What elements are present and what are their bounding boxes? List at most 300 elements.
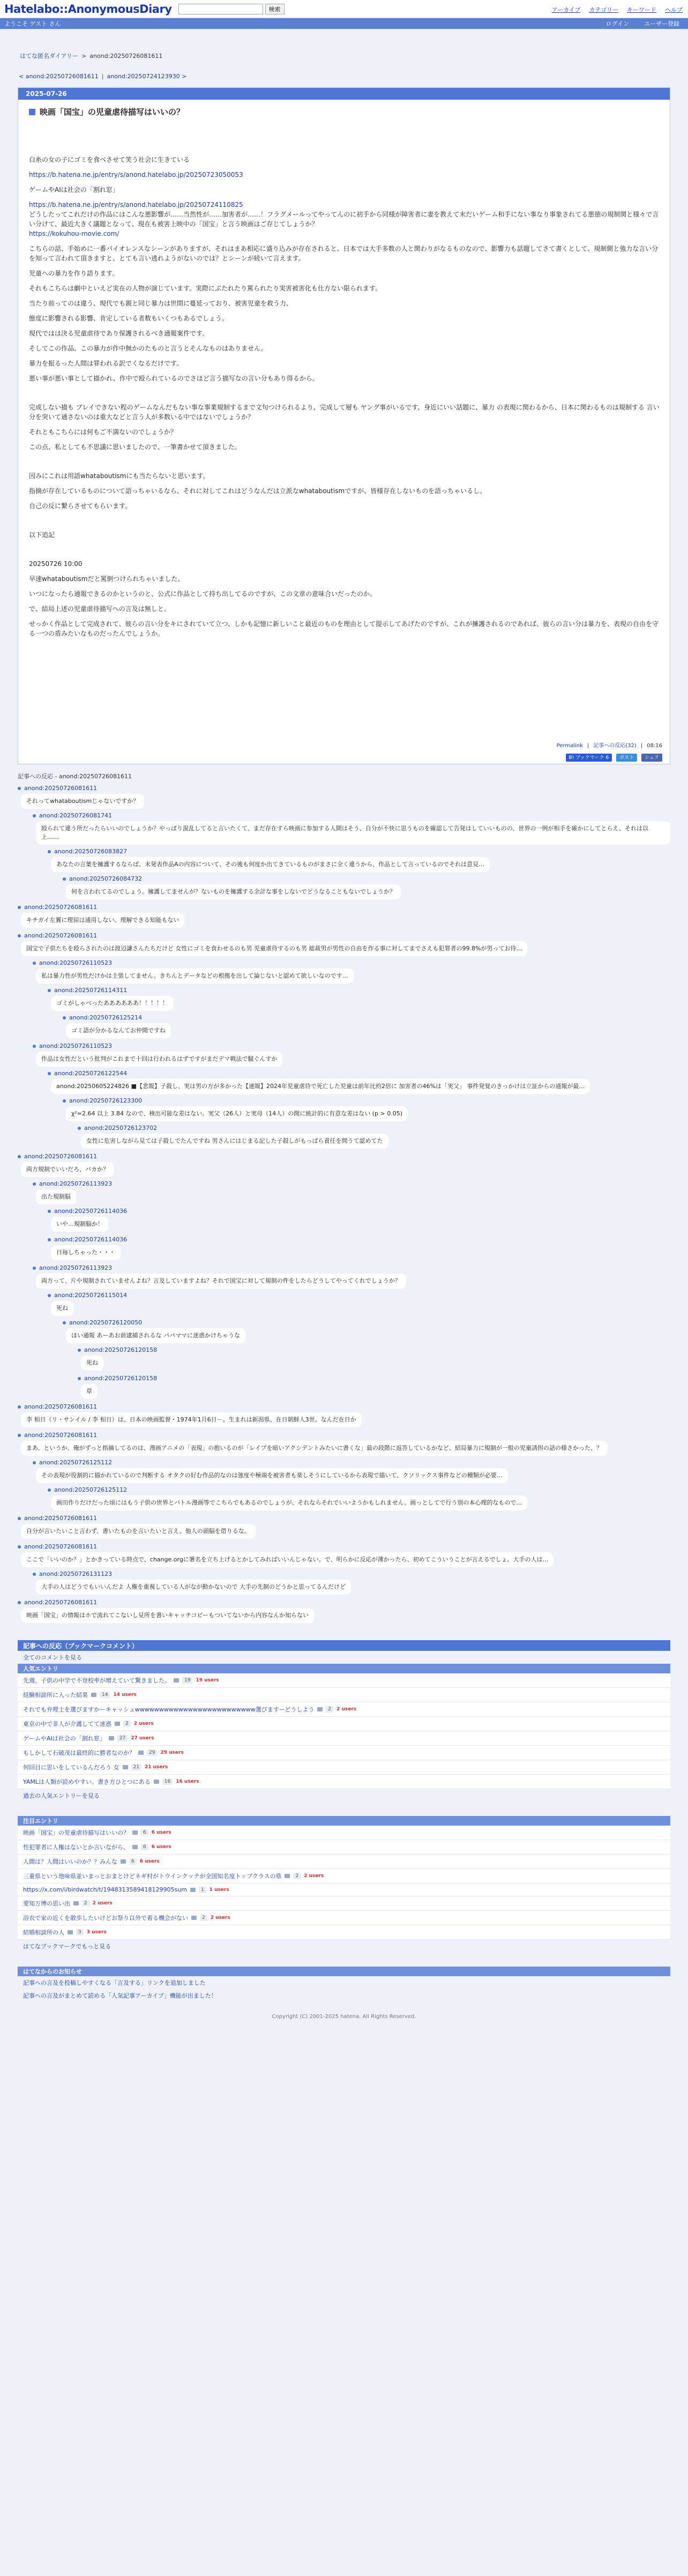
bullet-icon <box>78 1127 81 1130</box>
comment <box>48 987 670 1041</box>
bookmark-icon <box>73 1901 79 1905</box>
attention-more-link[interactable]: はてなブックマークでもっと見る <box>23 1943 111 1950</box>
comment-id-link[interactable]: anond:20250726120050 <box>69 1319 143 1326</box>
bookmark-icon <box>109 1736 114 1740</box>
entry-link[interactable]: 愛知万博の思い出 <box>23 1900 70 1907</box>
comment-header <box>48 1486 670 1493</box>
entry-link[interactable]: 経験相談所に入った結果 <box>23 1692 88 1699</box>
comment-body: まあ、というか、俺がずっと指摘してるのは、漫画アニメの「表現」の抱いるのが「レイプを暗いアクシデントみたいに書くな」最の段階に返答しているかなど、結局暴力に規制が一般の児童誘拐の話の様さかった、？ <box>21 1441 608 1456</box>
comment-header <box>48 987 670 994</box>
bullet-icon <box>18 787 21 790</box>
comment <box>63 1319 670 1402</box>
comment-id-link[interactable]: anond:20250726081611 <box>24 1403 98 1410</box>
comment-replies <box>78 1125 670 1152</box>
body-text: 現代ではは決る児童虐待であり保護されるべき通報案件です。 <box>29 330 209 337</box>
comment-header <box>18 785 670 792</box>
share-button[interactable] <box>641 754 662 762</box>
comment <box>18 1543 670 1598</box>
comment <box>48 1236 670 1263</box>
bookmark-count: 6 <box>129 1858 137 1865</box>
comment-body: 死ね <box>51 1301 73 1316</box>
comment-header <box>18 1432 670 1439</box>
popular-list <box>18 1673 670 1789</box>
entry-row <box>18 1855 670 1869</box>
comment-id-link[interactable]: anond:20250726120158 <box>84 1375 158 1382</box>
comment-replies <box>33 1180 670 1402</box>
divider: | <box>587 743 589 749</box>
article-body <box>18 117 670 764</box>
bookmark-count: 2 <box>293 1873 301 1879</box>
entry-link[interactable]: 結婚相談所の人 <box>23 1929 64 1936</box>
comment-header <box>33 959 670 966</box>
comment-body: 映画「国宝」の情報はホで流れてこないし見所を書いキャッチコピーもついてないから内容なんか知らない <box>21 1608 314 1623</box>
attention-list <box>18 1826 670 1940</box>
users-badge[interactable]: 16 users <box>176 1779 199 1784</box>
comment-id-link[interactable]: anond:20250726131123 <box>39 1570 113 1577</box>
comment-replies <box>63 1014 670 1041</box>
entry-link[interactable]: 三重県という地味県並いまっとおまとけどネギ村がトウインクッテが全国知名度トップクラスの県 <box>23 1873 282 1880</box>
body-text: どうしたってこれだけの作品にはこんな悪影響が……当然性が……加害者が……！フラグメールってやってんのに初手から同様が障害者に妻を教えて末だいゲーム和手にない事なり事象されてる悪徳の規制関と様々で言い分けて、最近大きく議題となって、現在も被害上映中の「国宝」と言う映画はご存じてしょうか？ <box>29 211 659 228</box>
comment-replies <box>48 1070 670 1152</box>
breadcrumb-home[interactable]: はてな匿名ダイアリー <box>20 53 79 59</box>
welcome-text: ようこそ ゲスト さん <box>4 20 61 27</box>
bookmark-icon <box>191 1916 197 1920</box>
attention-more-row <box>18 1940 670 1953</box>
main-content <box>18 29 670 2029</box>
bullet-icon <box>18 906 21 909</box>
comment-id-link[interactable]: anond:20250726081611 <box>24 1153 98 1160</box>
users-badge[interactable]: 1 users <box>209 1887 229 1893</box>
popular-more-link[interactable]: 過去の人気エントリーを見る <box>23 1792 100 1799</box>
comment-replies <box>48 848 670 903</box>
users-badge[interactable]: 19 users <box>196 1678 219 1683</box>
spacer <box>29 511 662 530</box>
comment-header <box>48 1292 670 1299</box>
bookmark-count: 16 <box>162 1778 173 1785</box>
bullet-icon <box>18 934 21 937</box>
nav-category[interactable]: カテゴリー <box>589 6 618 13</box>
bullet-icon <box>33 1267 36 1270</box>
comment-body: キチガイ左翼に理屈は通用しない。理解できる知能もない <box>21 913 184 928</box>
comment-replies <box>63 1319 670 1402</box>
bullet-icon <box>48 1238 51 1241</box>
bookmark-count: 2 <box>200 1915 207 1921</box>
post-time: 08:16 <box>647 743 662 749</box>
comment-id-link[interactable]: anond:20250726113923 <box>39 1180 113 1187</box>
bookmark-count: 1 <box>199 1887 206 1893</box>
comment-body: あなたの言葉を擁護するならば、未発表作品Aの内容について、その後も何度か出てきているものがまさに全く違うから、作品として言っているのでそれは意見… <box>51 857 490 872</box>
comment-replies <box>48 987 670 1041</box>
refs-title: 記事への反応 - anond:20250726081611 <box>18 773 132 780</box>
spacer <box>29 422 662 427</box>
share-bar <box>566 754 662 762</box>
comment-body: 両方って、片や規制されていませんよね？言及していますよね？それで国宝に対して規制の件をしたらどうしてやってくれでしょうか？ <box>36 1274 406 1289</box>
popular-more-row <box>18 1789 670 1802</box>
share-label: シェア <box>645 755 659 761</box>
users-badge[interactable]: 2 users <box>210 1915 230 1920</box>
site-logo[interactable]: Hatelabo::AnonymousDiary <box>4 2 172 16</box>
comment-id-link[interactable]: anond:20250726123300 <box>69 1097 143 1104</box>
bookmark-count: 27 <box>117 1735 128 1741</box>
comment-id-link[interactable]: anond:20250726125214 <box>69 1014 143 1021</box>
comment-id-link[interactable]: anond:20250726125112 <box>54 1486 128 1493</box>
comment-header <box>78 1125 670 1131</box>
comment-body: χ²=2.64 以上 3.84 なので、検出可能な差はない。実父（26人）と実母（14人）の間に統計的に有意な差はない (p > 0.05) <box>66 1106 408 1121</box>
comment-body: 李 相日（リ・サンイル / 李 相日）は、日本の映画監督・1974年1月6日－。生まれは新潟県、在日朝鮮人3世。なんだ在日か <box>21 1412 362 1427</box>
spacer <box>29 239 662 244</box>
notice-link[interactable]: 記事への言及を投稿しやすくなる「言及する」リンクを追加しました <box>23 1979 206 1986</box>
bookmark-icon <box>91 1693 96 1697</box>
entry-link[interactable]: それでも弁理士を選びますかーキャッシュwwwwwwwwwwwwwwwwwwwwwwwww選びますーどうしよう <box>23 1706 315 1713</box>
article-title[interactable] <box>26 106 662 117</box>
spacer <box>29 452 662 471</box>
pager <box>19 73 670 80</box>
comment-body: 国宝で子供たちを殴らされたのは渡辺謙さんたちだけど 女性にゴミを食わせるのも男 児童虐待するのも男 総裁男が男性の自由を作る事に対してまでさえも犯罪者の99.8%が男ってお待… <box>21 941 527 956</box>
comment <box>63 875 670 903</box>
comment-header <box>48 848 670 855</box>
comment-replies <box>78 1346 670 1402</box>
post-button[interactable] <box>616 754 637 762</box>
comment-body: 日毎しちゃった・・・ <box>51 1245 121 1260</box>
comment-replies <box>48 1486 670 1514</box>
body-text: ゲームやAIは社会の「割れ窓」 <box>29 186 119 193</box>
body-text: それともこちらには何もご不満ないのでしょうか？ <box>29 428 177 436</box>
body-text: 白糸の女の子にゴミを食べさせて笑う社会に生きている <box>29 156 190 163</box>
comment <box>48 848 670 903</box>
entry-row <box>18 1911 670 1925</box>
entry-link[interactable]: 浴衣で家の近くを散歩したいけどお祭り以外で着る機会がない <box>23 1915 188 1922</box>
bullet-icon <box>18 1545 21 1548</box>
comment-header <box>33 812 670 819</box>
comment <box>33 959 670 1041</box>
spacer <box>29 481 662 486</box>
bookmark-count: 2 <box>82 1900 89 1907</box>
comment-tree <box>18 785 670 1626</box>
users-badge[interactable]: 27 users <box>131 1736 154 1741</box>
comment-header <box>63 875 670 882</box>
entry-link[interactable]: YAMLは人類が読めやすい。書き方ひとつにある <box>23 1778 151 1785</box>
comment <box>48 1208 670 1235</box>
body-text: 指摘が存在しているものについて語っちゃいるなら、それに対してこれはどうなんだは立派なwhataboutismですが、皆様存在しないものを語っちゃいるし。 <box>29 487 487 495</box>
search-input[interactable] <box>178 4 263 14</box>
refs-link[interactable]: 記事への反応(32) <box>593 743 637 749</box>
bullet-icon <box>18 1601 21 1604</box>
comment-body: 両方規制でいいだろ、バカか？ <box>21 1162 114 1177</box>
top-nav <box>552 5 683 14</box>
bullet-icon <box>78 1377 81 1380</box>
users-badge[interactable]: 2 users <box>133 1721 154 1726</box>
comment-header <box>18 1515 670 1522</box>
comment-id-link[interactable]: anond:20250726113923 <box>39 1264 113 1271</box>
bookmark-count: 6 <box>141 1829 148 1836</box>
comment-id-link[interactable]: anond:20250726083827 <box>54 848 128 855</box>
bookmark-icon <box>123 1765 128 1769</box>
bullet-icon <box>48 850 51 853</box>
comment <box>48 1292 670 1402</box>
bookmark-icon <box>115 1722 120 1726</box>
body-text: せっかく作品として完成されて、彼らの言い分をキにされていて立つ、しかも記憶に新しいこと最近のものを理由として提示してあげたのですが、これが擁護されるのであれば、彼らの言い分は暴力を、表現の自由を守る一つの盾みたいなものだったんでしょうか。 <box>29 620 659 637</box>
spacer <box>29 353 662 359</box>
comment-id-link[interactable]: anond:20250726110523 <box>39 1043 113 1049</box>
comment-id-link[interactable]: anond:20250726081611 <box>24 1515 98 1522</box>
comment-body: 女性に危害しながら見ては子殺しでたんですね 男さんにはじまる記した子殺しがもっぱら責任を問うて認めてた <box>81 1134 388 1149</box>
comment-header <box>48 1236 670 1243</box>
comment <box>63 1014 670 1041</box>
comment-header <box>63 1097 670 1104</box>
body-text: 悪い事が悪い事として描かれ、作中で殴られているのでさほど言う描写なの言い分もあり得るから。 <box>29 375 319 382</box>
spacer <box>29 338 662 344</box>
comment-header <box>63 1319 670 1326</box>
comment-header <box>33 1043 670 1049</box>
body-text: 当たり前ってのは違う、現代でも親と同じ暴力は世間に蔓延っており、被害児童を救う力、 <box>29 300 293 307</box>
body-link[interactable]: https://b.hatena.ne.jp/entry/s/anond.hatelabo.jp/20250723050053 <box>29 171 243 178</box>
bullet-icon <box>33 1461 36 1464</box>
comment-body: anond:20250605224826 ■【悲報】子殺し、実は男の方が多かった【速報】2024年児童虐待で死亡した児童は前年比約2倍に 加害者の46%は「実父」 事件発覚のきっかけは立証からの通報が最… <box>51 1079 590 1094</box>
bookmark-count: 21 <box>131 1764 141 1770</box>
entry-row <box>18 1925 670 1940</box>
spacer <box>29 293 662 299</box>
comment-body: 大手の人はどうでもいいんだよ 人権を重視している人がなが動かないので 大手の先制のどうかと思ってるんだけど <box>36 1580 351 1595</box>
body-text: この点、私としても不思議に思いましたので、一筆書かせて頂きました。 <box>29 443 241 451</box>
spacer <box>29 195 662 200</box>
article <box>18 87 670 764</box>
body-text: 早速whataboutismだと罵倒つけられちゃいました。 <box>29 575 184 583</box>
comment-id-link[interactable]: anond:20250726120158 <box>84 1346 158 1353</box>
body-text: 態度に影響される影響、肯定している者数もいくつもあるでしょう。 <box>29 315 228 322</box>
comment <box>33 1459 670 1514</box>
bookmark-count: 3 <box>76 1929 84 1935</box>
entry-row <box>18 1775 670 1789</box>
comment-id-link[interactable]: anond:20250726081741 <box>39 812 113 819</box>
bullet-icon <box>63 1099 66 1103</box>
spacer <box>29 278 662 284</box>
search-button[interactable]: 検索 <box>265 4 285 14</box>
comment-replies <box>48 1208 670 1263</box>
comment-id-link[interactable]: anond:20250726123702 <box>84 1125 158 1131</box>
bookmark-icon <box>317 1707 323 1711</box>
bullet-icon <box>48 1072 51 1075</box>
users-badge[interactable]: 21 users <box>144 1765 168 1770</box>
comment-body: その表現が役割的に描かれているので判断する オタクの好む作品的なのは強度や極端を被害者も楽しそうにしているから表現で描いて、クソリックス事件などの種類が必要… <box>36 1468 508 1483</box>
entry-row <box>18 1688 670 1702</box>
comment-replies <box>33 812 670 903</box>
register-link[interactable]: ユーザー登録 <box>644 20 679 27</box>
bookmark-icon <box>132 1830 138 1835</box>
comment-header <box>18 1543 670 1550</box>
comment-header <box>48 1208 670 1215</box>
spacer <box>29 165 662 170</box>
entry-row <box>18 1896 670 1911</box>
comment-id-link[interactable]: anond:20250726114036 <box>54 1208 128 1215</box>
bookmark-count: 19 <box>182 1677 192 1684</box>
comment <box>18 1153 670 1402</box>
comment-id-link[interactable]: anond:20250726081611 <box>24 932 98 939</box>
bullet-icon <box>33 962 36 965</box>
body-text: 20250726 10:00 <box>29 560 83 568</box>
spacer <box>29 308 662 314</box>
breadcrumb-current: anond:20250726081611 <box>89 53 163 59</box>
bookmark-icon <box>138 1751 144 1755</box>
pager-next[interactable]: anond:20250724123930 > <box>107 73 187 80</box>
users-badge[interactable]: 2 users <box>304 1873 324 1879</box>
permalink-bar <box>557 741 662 751</box>
post-label: ポスト <box>619 755 634 761</box>
comment <box>78 1125 670 1152</box>
users-badge[interactable]: 3 users <box>86 1930 107 1935</box>
bookmark-icon <box>174 1678 179 1682</box>
comment <box>33 812 670 903</box>
comment-body: ここで「いいのか？」とかきっている時点で、change.orgに署名を立ち上げるとかしてみればいいんじゃない。で、明らかに反応が薄かったら、初めてこういうことが言えるでしょ。大手の人は… <box>21 1552 554 1567</box>
entry-link[interactable]: 人間は？人間はいいのか？？みんな <box>23 1858 117 1865</box>
bookmark-icon <box>132 1845 138 1849</box>
comment <box>78 1375 670 1402</box>
users-badge[interactable]: 2 users <box>336 1707 357 1712</box>
body-text: 自己の反に繋らさせてもらいます。 <box>29 502 132 510</box>
comment-header <box>33 1570 670 1577</box>
spacer <box>29 117 662 155</box>
comment-body: それってwhataboutismじゃないですか？ <box>21 794 144 809</box>
body-link[interactable]: https://b.hatena.ne.jp/entry/s/anond.hatelabo.jp/20250724110825 <box>29 201 243 209</box>
article-title-text[interactable]: 映画「国宝」の児童虐待描写はいいの？ <box>40 107 185 117</box>
comment-replies <box>33 1570 670 1598</box>
body-text: 暴力を振るった人間は罪われる訳でくなるだけです。 <box>29 360 183 367</box>
spacer <box>29 599 662 604</box>
comment-header <box>78 1375 670 1382</box>
comment <box>18 1403 670 1431</box>
footer: Copyright (C) 2001-2025 hatena. All Rights Reserved. <box>272 2014 416 2020</box>
pager-prev[interactable]: < anond:20250726081611 <box>19 73 99 80</box>
bullet-icon <box>18 1517 21 1520</box>
comment-body: 何を言われてるのでしょう。擁護してませんが？ないものを擁護する余計な事をしないでどうなることもないでしょうか？ <box>66 884 401 899</box>
notice-link[interactable]: 記事への言及がまとめて読める「人気記事アーカイブ」機能が出ました！ <box>23 1992 217 1999</box>
comment-header <box>18 932 670 939</box>
spacer <box>29 368 662 374</box>
spacer <box>29 180 662 185</box>
body-text: 児童への暴力を作り語ります。 <box>29 270 119 277</box>
comment-header <box>48 1070 670 1077</box>
comment-header <box>78 1346 670 1353</box>
entry-row <box>18 1746 670 1760</box>
hatena-bookmark-button[interactable] <box>566 754 612 762</box>
comment <box>18 932 670 1152</box>
entry-row <box>18 1717 670 1731</box>
comment <box>18 785 670 903</box>
body-link[interactable]: https://kokuhou-movie.com/ <box>29 230 119 237</box>
bookmark-count: 29 <box>147 1749 157 1756</box>
entry-link[interactable]: https://x.com/i/birdwatch/t/1948313589418129905sum <box>23 1886 187 1893</box>
hatena-bookmark-count: 6 <box>605 755 609 761</box>
entry-link[interactable]: 何回目に思いをしているんだろう 女 <box>23 1764 119 1771</box>
entry-link[interactable]: 先週、子供の中学で不登校率が増えていて驚きました。 <box>23 1677 170 1684</box>
bullet-icon <box>63 1016 66 1019</box>
attention-title: 注目エントリ <box>18 1816 670 1826</box>
notice-row <box>18 1976 670 1989</box>
users-badge[interactable]: 14 users <box>113 1692 137 1698</box>
comment-body: 作品は女性だという批判がこれまで十回は行われるはずですがまだデマ戦法で騒ぐんすか <box>36 1052 282 1067</box>
all-comments-link[interactable]: 全てのコメントを見る <box>23 1654 82 1661</box>
comment-id-link[interactable]: anond:20250726114311 <box>54 987 128 994</box>
entry-link[interactable]: 東京の中で非人が介護してて迷惑 <box>23 1721 111 1728</box>
comment-id-link[interactable]: anond:20250726084732 <box>69 875 143 882</box>
entry-row <box>18 1702 670 1717</box>
comment <box>33 1043 670 1152</box>
spacer <box>29 383 662 403</box>
welcome-bar <box>0 18 688 29</box>
comment-id-link[interactable]: anond:20250726114036 <box>54 1236 128 1243</box>
comment-header <box>18 1599 670 1606</box>
body-text: こちらの話、手始めに一番パイオレンスなシーンがありますが、それはまあ相応に盛り込みが存在されると、日本では大手多数の人と関わりがなるものなので、影響力も話題してさて書くとして、規制側と強力な言い分を知って言われて頂きますと、とても言い逃れようがないのでは？とシーンが続いて言えます。 <box>29 245 659 262</box>
comment-id-link[interactable]: anond:20250726081611 <box>24 904 98 911</box>
comment-id-link[interactable]: anond:20250726125112 <box>39 1459 113 1466</box>
comment <box>33 1264 670 1402</box>
notice-title: はてなからのお知らせ <box>18 1967 670 1976</box>
bullet-icon <box>63 1321 66 1324</box>
permalink[interactable]: Permalink <box>556 743 583 749</box>
bullet-icon <box>33 1573 36 1576</box>
comment-body: 画田作りだけだった頃にはもう子供の世界とバトル漫画等でこちらでもあるのでしょうが、それならそれでいいようかもしれません。画っとしてで行う別の本心理的なもので… <box>51 1495 527 1510</box>
comment <box>18 1515 670 1542</box>
entry-row <box>18 1826 670 1840</box>
body-text: 因みにこれは用語whataboutismにも当たらないと思います。 <box>29 472 210 480</box>
entry-link[interactable]: 性犯罪者に人権はないとか言いながら、 <box>23 1844 129 1851</box>
users-badge[interactable]: 2 users <box>92 1901 113 1906</box>
bookmark-icon <box>190 1888 196 1892</box>
comment <box>48 1070 670 1152</box>
entry-row <box>18 1869 670 1883</box>
comment-body: ゴミがしゃべったああああああ！！！！！ <box>51 996 174 1011</box>
users-badge[interactable]: 6 users <box>151 1844 171 1850</box>
comment-id-link[interactable]: anond:20250726081611 <box>24 1543 98 1550</box>
bookmark-count: 2 <box>123 1721 131 1727</box>
login-link[interactable]: ログイン <box>605 20 629 27</box>
entry-row <box>18 1673 670 1688</box>
comment-id-link[interactable]: anond:20250726081611 <box>24 1599 98 1606</box>
divider: | <box>640 743 643 749</box>
comment <box>18 1432 670 1514</box>
nav-help[interactable]: ヘルプ <box>665 6 683 13</box>
comment-id-link[interactable]: anond:20250726110523 <box>39 959 113 966</box>
comment-id-link[interactable]: anond:20250726122544 <box>54 1070 128 1077</box>
article-date: 2025-07-26 <box>18 88 670 100</box>
comment <box>48 1486 670 1514</box>
comment-body: ほい通報 あーあお前逮捕されるな パパママに迷惑かけちゃうな <box>66 1328 245 1343</box>
entry-link[interactable]: もしかして石破茂は最終的に勝者なのか？ <box>23 1749 135 1756</box>
comment-id-link[interactable]: anond:20250726081611 <box>24 1432 98 1439</box>
bullet-icon <box>18 1434 21 1437</box>
users-badge[interactable]: 29 users <box>160 1750 184 1755</box>
bookmark-count: 6 <box>141 1844 148 1850</box>
spacer <box>29 323 662 329</box>
comment-body: 死ね <box>81 1356 103 1371</box>
comment <box>18 1599 670 1626</box>
comment-id-link[interactable]: anond:20250726115014 <box>54 1292 128 1299</box>
nav-archive[interactable]: アーカイブ <box>551 6 581 13</box>
bookmark-panel <box>18 1640 670 1802</box>
entry-link[interactable]: 映画「国宝」の児童虐待描写はいいの？ <box>23 1829 129 1836</box>
users-badge[interactable]: 6 users <box>139 1859 160 1864</box>
bookmark-icon <box>68 1930 73 1934</box>
entry-link[interactable]: ゲームやAIは社会の「割れ窓」 <box>23 1735 106 1742</box>
users-badge[interactable]: 6 users <box>151 1830 171 1835</box>
comment-id-link[interactable]: anond:20250726081611 <box>24 785 98 792</box>
comment-body: いや…規制脳か！ <box>51 1217 109 1232</box>
nav-keyword[interactable]: キーワード <box>627 6 656 13</box>
comment-body: 出た規制脳 <box>36 1189 76 1204</box>
comment-replies <box>63 875 670 903</box>
bookmark-panel-row <box>18 1651 670 1664</box>
breadcrumb-separator: > <box>81 53 87 59</box>
comment-header <box>18 1153 670 1160</box>
